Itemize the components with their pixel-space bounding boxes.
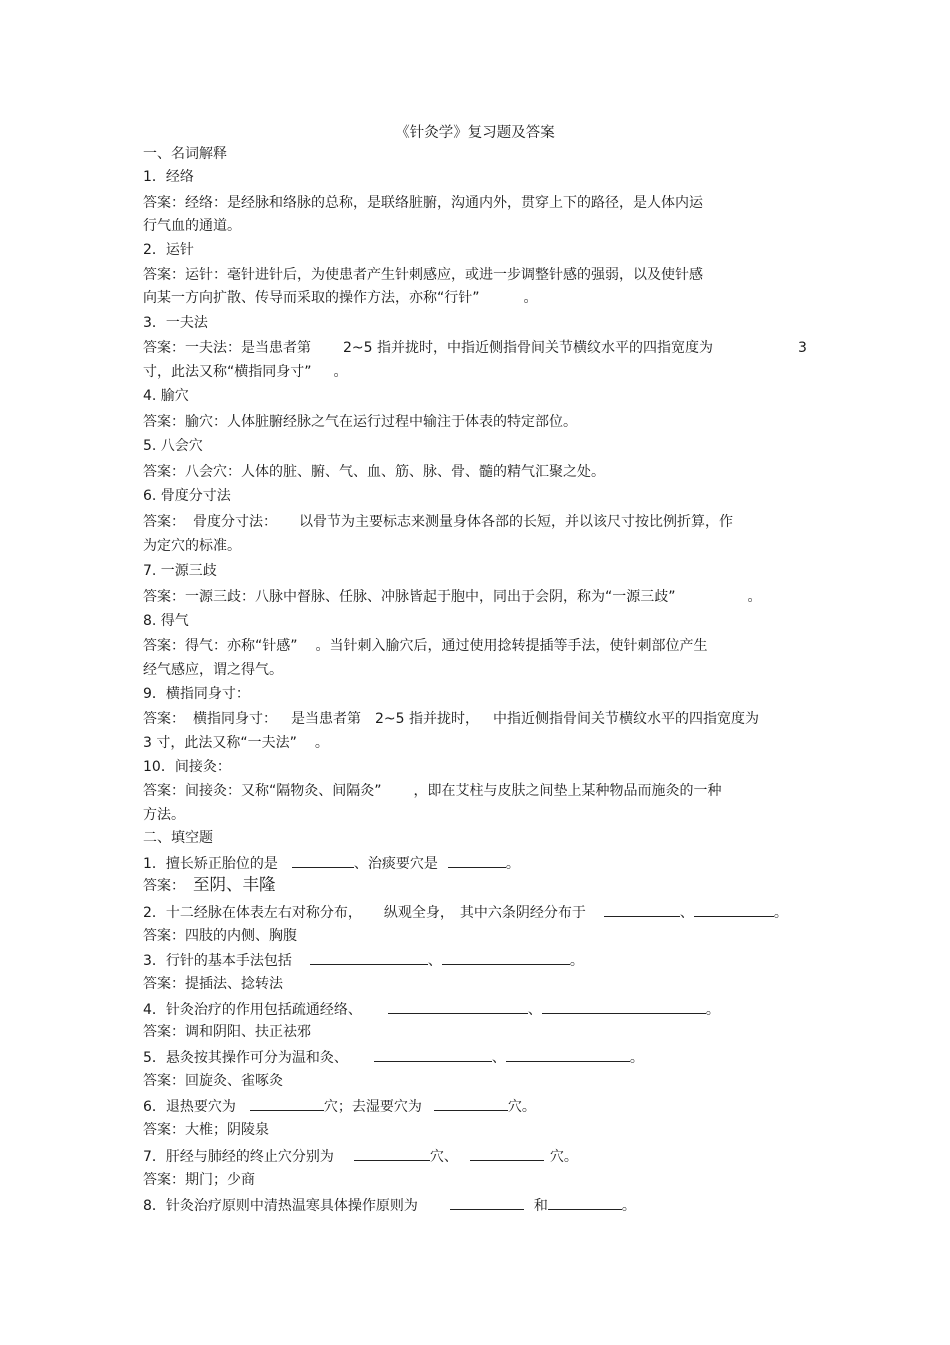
term-answer-cont: 方法。 xyxy=(143,807,185,823)
answer-blank xyxy=(388,1000,528,1014)
fill-question: 1．擅长矫正胎位的是 、治痰要穴是 。 xyxy=(143,856,520,872)
term-label: 1．经络 xyxy=(143,169,194,185)
term-answer: 答案：八会穴：人体的脏、腑、气、血、筋、脉、骨、髓的精气汇聚之处。 xyxy=(143,464,605,480)
answer-blank xyxy=(450,1196,524,1210)
term-answer: 答案：运针：毫针进针后，为使患者产生针刺感应，或进一步调整针感的强弱，以及使针感 xyxy=(143,267,703,283)
section-heading-fill: 二、填空题 xyxy=(143,830,213,846)
term-label: 3．一夫法 xyxy=(143,315,208,331)
answer-blank xyxy=(250,1097,324,1111)
section-heading-terms: 一、名词解释 xyxy=(143,146,227,162)
fill-answer: 答案：期门；少商 xyxy=(143,1172,255,1188)
term-label: 7. 一源三歧 xyxy=(143,563,217,579)
term-answer-cont: 经气感应，谓之得气。 xyxy=(143,662,283,678)
term-answer: 答案：一源三歧：八脉中督脉、任脉、冲脉皆起于胞中，同出于会阴，称为“一源三歧” 。 xyxy=(143,589,762,605)
answer-blank xyxy=(310,951,428,965)
fill-question: 2．十二经脉在体表左右对称分布， 纵观全身， 其中六条阴经分布于 、 。 xyxy=(143,905,788,921)
term-answer-cont: 3 寸，此法又称“一夫法” 。 xyxy=(143,735,329,751)
term-answer-cont: 寸，此法又称“横指同身寸” 。 xyxy=(143,364,348,380)
answer-blank xyxy=(506,1048,630,1062)
fill-answer: 答案：调和阴阳、扶正祛邪 xyxy=(143,1024,311,1040)
fill-question: 5．悬灸按其操作可分为温和灸、 、 。 xyxy=(143,1050,644,1066)
term-answer: 答案：腧穴：人体脏腑经脉之气在运行过程中输注于体表的特定部位。 xyxy=(143,414,577,430)
answer-blank xyxy=(448,854,506,868)
fill-question: 4．针灸治疗的作用包括疏通经络、 、 。 xyxy=(143,1002,720,1018)
answer-blank xyxy=(548,1196,622,1210)
term-label: 9．横指同身寸： xyxy=(143,686,250,702)
term-label: 4. 腧穴 xyxy=(143,388,189,404)
fill-answer: 答案：大椎；阴陵泉 xyxy=(143,1122,269,1138)
fill-answer: 答案：提插法、捻转法 xyxy=(143,976,283,992)
term-label: 5. 八会穴 xyxy=(143,438,203,454)
answer-blank xyxy=(442,951,570,965)
answer-blank xyxy=(292,854,354,868)
fill-question: 3．行针的基本手法包括 、 。 xyxy=(143,953,584,969)
fill-answer: 答案：回旋灸、雀啄灸 xyxy=(143,1073,283,1089)
fill-answer: 答案： 至阴、丰隆 xyxy=(143,875,276,894)
term-label: 6. 骨度分寸法 xyxy=(143,488,231,504)
answer-blank xyxy=(434,1097,508,1111)
term-answer-cont: 向某一方向扩散、传导而采取的操作方法，亦称“行针” 。 xyxy=(143,290,538,306)
term-answer: 答案： 横指同身寸： 是当患者第 2~5 指并拢时， 中指近侧指骨间关节横纹水平的四指宽度为 xyxy=(143,711,759,727)
term-answer: 答案：得气：亦称“针感” 。当针刺入腧穴后，通过使用捻转提插等手法，使针刺部位产生 xyxy=(143,638,708,654)
answer-blank xyxy=(604,903,680,917)
term-answer: 答案：经络：是经脉和络脉的总称，是联络脏腑，沟通内外，贯穿上下的路径，是人体内运 xyxy=(143,195,703,211)
term-label: 8. 得气 xyxy=(143,613,189,629)
fill-question: 6．退热要穴为 穴；去湿要穴为 穴。 xyxy=(143,1099,536,1115)
fill-question: 7．肝经与肺经的终止穴分别为 穴、 穴。 xyxy=(143,1149,578,1165)
fill-question: 8．针灸治疗原则中清热温寒具体操作原则为 和 。 xyxy=(143,1198,636,1214)
term-label: 10．间接灸： xyxy=(143,759,231,775)
document-title: 《针灸学》复习题及答案 xyxy=(395,125,555,141)
term-answer-number: 3 xyxy=(798,340,807,356)
term-answer: 答案：一夫法：是当患者第 2~5 指并拢时，中指近侧指骨间关节横纹水平的四指宽度为 xyxy=(143,340,713,356)
answer-blank xyxy=(694,903,774,917)
answer-blank xyxy=(374,1048,492,1062)
answer-blank xyxy=(354,1147,430,1161)
term-label: 2．运针 xyxy=(143,242,194,258)
answer-blank xyxy=(542,1000,706,1014)
term-answer: 答案：间接灸：又称“隔物灸、间隔灸” ，即在艾柱与皮肤之间垫上某种物品而施灸的一种 xyxy=(143,783,722,799)
fill-answer: 答案：四肢的内侧、胸腹 xyxy=(143,928,297,944)
term-answer-cont: 为定穴的标准。 xyxy=(143,538,241,554)
term-answer: 答案： 骨度分寸法： 以骨节为主要标志来测量身体各部的长短，并以该尺寸按比例折算，作 xyxy=(143,514,733,530)
term-answer-cont: 行气血的通道。 xyxy=(143,218,241,234)
answer-blank xyxy=(470,1147,544,1161)
